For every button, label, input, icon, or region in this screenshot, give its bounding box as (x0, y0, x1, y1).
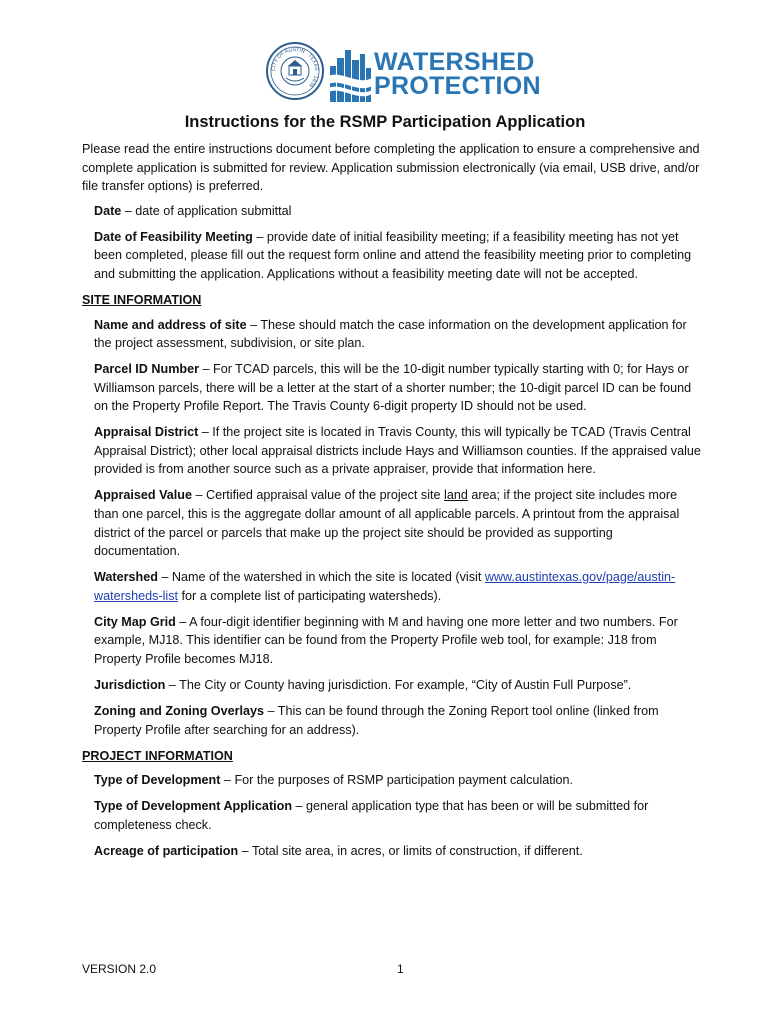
entry-desc: – The City or County having jurisdiction. For example, “City of Austin Full Purpose”. (165, 677, 632, 692)
entry-desc: – Name of the watershed in which the site is located (visit (157, 570, 485, 585)
entry-city-map-grid (94, 613, 702, 669)
entry-desc: – For TCAD parcels, this will be the 10-digit number typically starting with 0; for Hays or Williamson parcels, there will be a letter at the start of a shorter number; the 10-digit parcel ID can be found on the Property Profile Report. The Travis County 6-digit property ID should not be used. (94, 362, 692, 414)
entry-feasibility-meeting (94, 228, 702, 284)
entry-appraisal-district (94, 423, 702, 479)
entry-desc: – A four-digit identifier beginning with M and having one more letter and two numbers. For example, MJ18. This identifier can be found from the Property Profile web tool, for example: J18 from Property Profile becomes MJ18. (94, 614, 678, 666)
entry-desc-cont: for a complete list of participating watersheds). (178, 588, 442, 603)
section-heading-site-information: SITE INFORMATION (82, 292, 202, 307)
entry-desc: – date of application submittal (121, 203, 292, 218)
intro-paragraph: Please read the entire instructions document before completing the application to ensure a comprehensive and complete application is submitted for review. Application submission electronically (via email, USB drive, and/or file transfer options) is preferred. (82, 142, 700, 194)
logo-line-watershed: WATERSHED (374, 48, 535, 76)
logo-line-protection: PROTECTION (374, 72, 541, 100)
watersheds-list-link[interactable]: www.austintexas.gov/page/austin-watersheds-list (94, 570, 676, 603)
entry-acreage-of-participation (94, 842, 702, 861)
entry-desc: – provide date of initial feasibility meeting; if a feasibility meeting has not yet been completed, please fill out the request form online and attend the feasibility meeting prior to completing and submitting the application. Applications without a feasibility meeting date will not be accepted. (94, 229, 692, 281)
entry-term: Parcel ID Number (94, 362, 199, 377)
entry-term: Date (94, 203, 122, 218)
entry-type-of-development-application (94, 797, 702, 834)
entry-parcel-id (94, 360, 702, 416)
entry-site-name-address (94, 316, 702, 353)
entry-watershed (94, 568, 702, 605)
footer-version: VERSION 2.0 (82, 962, 157, 976)
entry-date (94, 202, 702, 221)
watershed-logo-text (374, 50, 541, 99)
entry-term: City Map Grid (94, 614, 176, 629)
section-heading-project-information: PROJECT INFORMATION (82, 748, 233, 763)
entry-jurisdiction (94, 676, 702, 695)
entry-desc: – This can be found through the Zoning Report tool online (linked from Property Profile after searching for an address). (94, 703, 659, 737)
seal-text: CITY OF AUSTIN · TEXAS · 1839 (270, 46, 320, 89)
entry-desc: – Total site area, in acres, or limits of construction, if different. (238, 843, 583, 858)
entry-term: Appraised Value (94, 488, 192, 503)
entry-term: Date of Feasibility Meeting (94, 229, 253, 244)
entry-desc: – These should match the case information on the development application for the project assessment, subdivision, or site plan. (94, 317, 687, 351)
entry-term: Type of Development Application (94, 799, 293, 814)
entry-desc-cont: area; if the project site includes more than one parcel, this is the aggregate dollar amount of all applicable parcels. A printout from the appraisal district of the parcel or parcels that make up the project site should be provided as supporting documentation. (94, 488, 680, 559)
entry-zoning (94, 702, 702, 739)
entry-term: Appraisal District (94, 425, 199, 440)
instructions-body (82, 140, 702, 868)
entry-type-of-development (94, 771, 702, 790)
page-title: Instructions for the RSMP Participation Application (184, 113, 586, 131)
entry-desc: – For the purposes of RSMP participation payment calculation. (220, 773, 574, 788)
entry-desc: – If the project site is located in Travis County, this will typically be TCAD (Travis Central Appraisal District); other local appraisal districts include Hays and Williamson counties. If the appraised value provided is from another source such as a private appraiser, provide that information here. (94, 425, 701, 477)
entry-term: Watershed (94, 570, 158, 585)
entry-term: Name and address of site (94, 317, 247, 332)
entry-term: Jurisdiction (94, 677, 166, 692)
entry-desc: – general application type that has been or will be submitted for completeness check. (94, 799, 649, 832)
entry-term: Acreage of participation (94, 843, 239, 858)
underlined-word-land: land (444, 488, 468, 503)
footer-page-number: 1 (397, 962, 404, 976)
entry-term: Type of Development (94, 773, 221, 788)
entry-appraised-value (94, 486, 702, 560)
page-header (266, 40, 541, 106)
entry-term: Zoning and Zoning Overlays (94, 703, 265, 718)
entry-desc: – Certified appraisal value of the project site (192, 488, 445, 503)
watershed-logo-icon (328, 46, 372, 102)
city-seal-logo (266, 42, 324, 100)
